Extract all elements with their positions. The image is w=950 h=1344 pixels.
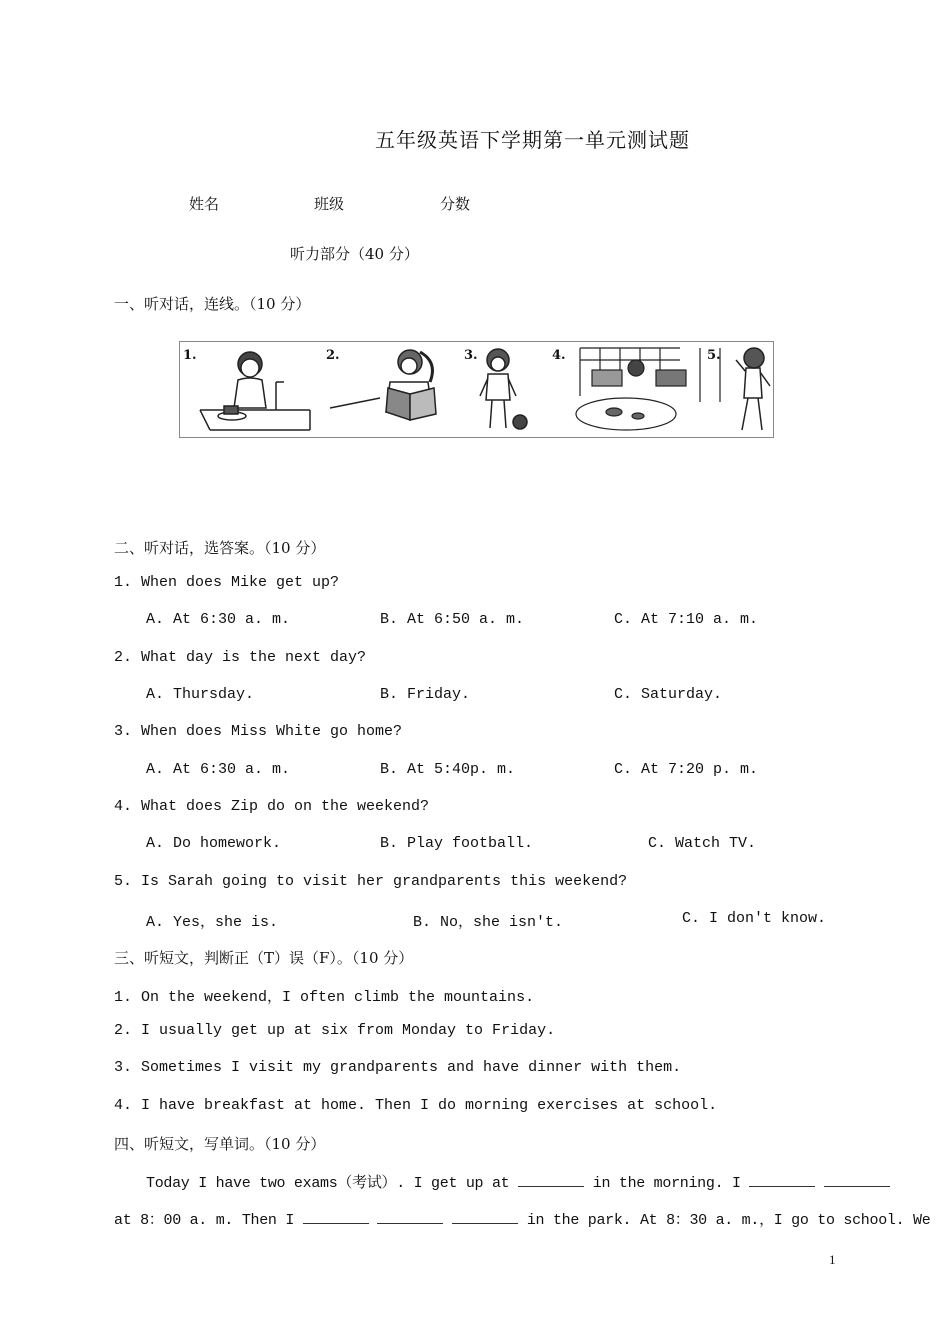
listening-header: 听力部分（40 分） (290, 245, 419, 263)
option-a: A. Do homework. (146, 835, 282, 852)
picture-number: 2. (326, 348, 340, 363)
option-b: B. Friday. (380, 686, 471, 703)
kitchen-illustration (576, 348, 720, 430)
option-a: A. Yes，she is. (146, 914, 279, 931)
answer-blank[interactable] (303, 1222, 369, 1224)
option-b: B. No，she isn't. (413, 914, 564, 931)
option-b: B. At 6:50 a. m. (380, 611, 525, 628)
passage-line-2 (114, 1208, 930, 1229)
picture-illustrations (180, 342, 773, 437)
matching-pictures (179, 341, 774, 438)
option-b: B. Play football. (380, 835, 534, 852)
question-2: 2. What day is the next day? (114, 649, 367, 666)
option-b: B. At 5:40p. m. (380, 761, 516, 778)
option-c: C. I don't know. (682, 910, 827, 927)
option-c: C. Watch TV. (648, 835, 757, 852)
passage-text: at 8：00 a. m. Then I (114, 1212, 295, 1229)
statement-4: 4. I have breakfast at home. Then I do morning exercises at school. (114, 1097, 718, 1114)
option-c: C. At 7:10 a. m. (614, 611, 759, 628)
answer-blank[interactable] (824, 1185, 890, 1187)
section4-heading: 四、听短文，写单词。（10 分） (114, 1135, 326, 1153)
score-label: 分数 (440, 195, 471, 213)
option-c: C. Saturday. (614, 686, 723, 703)
boy-with-ball-illustration (480, 349, 527, 429)
picture-number: 5. (707, 348, 721, 363)
class-label: 班级 (314, 195, 345, 213)
option-a: A. Thursday. (146, 686, 255, 703)
section2-heading: 二、听对话，选答案。（10 分） (114, 539, 326, 557)
statement-3: 3. Sometimes I visit my grandparents and have dinner with them. (114, 1059, 682, 1076)
boy-eating-illustration (200, 352, 310, 430)
option-c: C. At 7:20 p. m. (614, 761, 759, 778)
statement-1: 1. On the weekend，I often climb the mountains. (114, 989, 535, 1006)
section1-heading: 一、听对话，连线。（10 分） (114, 295, 311, 313)
answer-blank[interactable] (518, 1185, 584, 1187)
option-a: A. At 6:30 a. m. (146, 611, 291, 628)
option-a: A. At 6:30 a. m. (146, 761, 291, 778)
statement-2: 2. I usually get up at six from Monday to Friday. (114, 1022, 556, 1039)
picture-number: 3. (464, 348, 478, 363)
answer-blank[interactable] (749, 1185, 815, 1187)
page-title: 五年级英语下学期第一单元测试题 (375, 128, 690, 152)
name-label: 姓名 (189, 195, 220, 213)
picture-number: 4. (552, 348, 566, 363)
answer-blank[interactable] (452, 1222, 518, 1224)
girl-reading-illustration (330, 350, 436, 420)
question-3: 3. When does Miss White go home? (114, 723, 403, 740)
answer-blank[interactable] (377, 1222, 443, 1224)
passage-text: in the morning. I (592, 1175, 741, 1192)
question-1: 1. When does Mike get up? (114, 574, 340, 591)
question-4: 4. What does Zip do on the weekend? (114, 798, 430, 815)
page-number: 1 (829, 1252, 836, 1267)
passage-text: Today I have two exams（考试）. I get up at (146, 1175, 510, 1192)
section3-heading: 三、听短文，判断正（T）误（F）。（10 分） (114, 949, 414, 967)
passage-line-1 (146, 1171, 890, 1192)
passage-text: in the park. At 8：30 a. m.，I go to school. We (526, 1212, 931, 1229)
person-exercising-illustration (736, 348, 770, 430)
picture-number: 1. (183, 348, 197, 363)
question-5: 5. Is Sarah going to visit her grandparents this weekend? (114, 873, 628, 890)
